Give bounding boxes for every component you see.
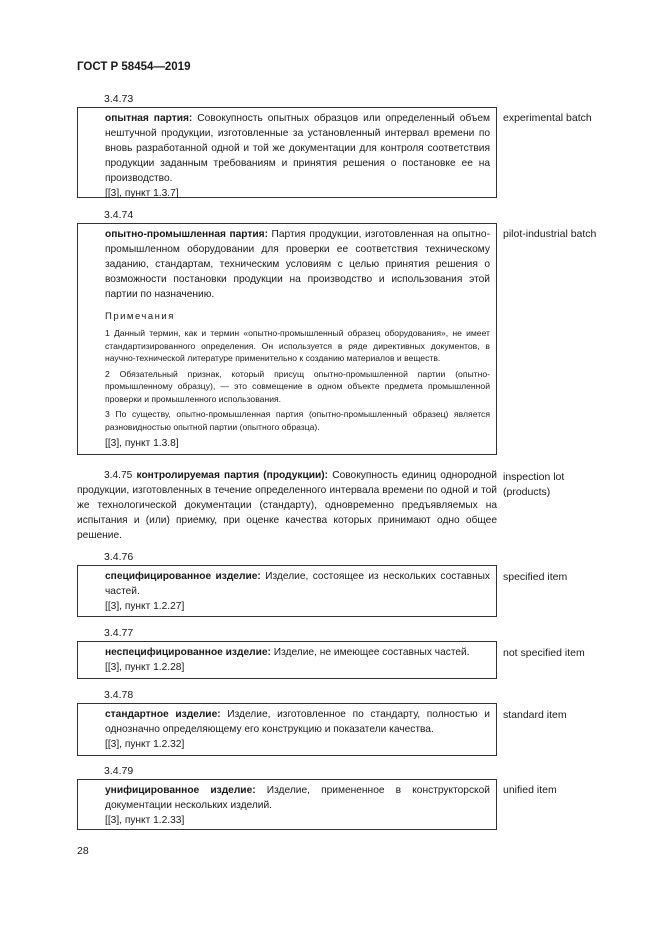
term-box (77, 779, 497, 830)
term: опытно-промышленная партия: (105, 229, 268, 240)
reference: [[3], пункт 1.2.33] (105, 815, 185, 826)
page-number: 28 (77, 845, 89, 857)
entry-number: 3.4.74 (104, 209, 134, 221)
definition: Совокупность опытных образцов или определенный объем нештучной продукции, изготовленные за установленный интервал времени по вновь разработанной одной и той же документации для контроля соответствия продукции заданным требованиям и принятия решения о постановке ее на производство. (105, 113, 490, 184)
english-equivalent: not specified item (503, 647, 585, 659)
term-box (77, 565, 497, 617)
definition: Совокупность единиц однородной продукции, изготовленных в течение определенного интервала времени по одной и той же технологической документации (стандарту), одновременно предъявляемых на испытания и (или) приемку, при оценке качества которых принимают одно общее решение. (77, 470, 497, 541)
note: 3 По существу, опытно-промышленная партия (опытно-промышленный образец) является разновидностью опытной партии (опытного образца). (105, 409, 490, 432)
entry-number: 3.4.78 (104, 689, 134, 701)
term-box (77, 641, 497, 679)
reference: [[3], пункт 1.2.27] (105, 601, 185, 612)
definition: Изделие, состоящее из нескольких составных частей. (105, 571, 490, 597)
english-equivalent: unified item (503, 784, 557, 796)
entry-number: 3.4.79 (104, 765, 134, 777)
term: специфицированное изделие: (105, 571, 261, 582)
definition: Изделие, не имеющее составных частей. (270, 647, 470, 658)
english-equivalent: standard item (503, 709, 567, 721)
reference: [[3], пункт 1.2.32] (105, 739, 185, 750)
reference: [[3], пункт 1.2.28] (105, 662, 185, 673)
term-box (77, 107, 497, 198)
free-definition (77, 468, 497, 543)
english-equivalent: specified item (503, 571, 568, 583)
definition: Изделие, изготовленное по стандарту, полностью и однозначно определяющему его конструкцию и показатели качества. (105, 709, 490, 735)
entry-number: 3.4.77 (104, 627, 134, 639)
term-box (77, 223, 497, 455)
notes-title: Примечания (105, 311, 175, 322)
term: унифицированное изделие: (105, 785, 256, 796)
document-header: ГОСТ Р 58454—2019 (77, 61, 191, 73)
english-equivalent: inspection lot (products) (503, 471, 565, 498)
definition: Партия продукции, изготовленная на опытно-промышленном оборудовании для проверки ее соответствия техническому заданию, стандартам, техническим условиям с целью принятия решения о возможности постановки продукции на производство и использования этой партии по назначению. (105, 229, 490, 300)
entry-number: 3.4.76 (104, 551, 134, 563)
entry-number: 3.4.75 (104, 470, 133, 481)
term: стандартное изделие: (105, 709, 221, 720)
term: опытная партия: (105, 113, 193, 124)
term: контролируемая партия (продукции): (136, 470, 329, 481)
reference: [[3], пункт 1.3.8] (105, 438, 179, 449)
term: неспецифицированное изделие: (105, 647, 271, 658)
note: 2 Обязательный признак, который присущ опытно-промышленной партии (опытно-промышленному образцу), — это совмещение в одном объекте предмета промышленной проверки и промышленного использования. (105, 368, 490, 404)
english-equivalent: pilot-industrial batch (503, 228, 597, 240)
english-equivalent: experimental batch (503, 112, 592, 124)
term-box (77, 703, 497, 756)
definition: Изделие, примененное в конструкторской документации нескольких изделий. (105, 785, 490, 811)
note: 1 Данный термин, как и термин «опытно-промышленный образец оборудования», не имеет стандартизированного определения. Он используется в ряде директивных документов, в научно-технической литературе применительно к созданию материалов и веществ. (105, 328, 490, 363)
entry-number: 3.4.73 (104, 93, 134, 105)
reference: [[3], пункт 1.3.7] (105, 188, 179, 199)
